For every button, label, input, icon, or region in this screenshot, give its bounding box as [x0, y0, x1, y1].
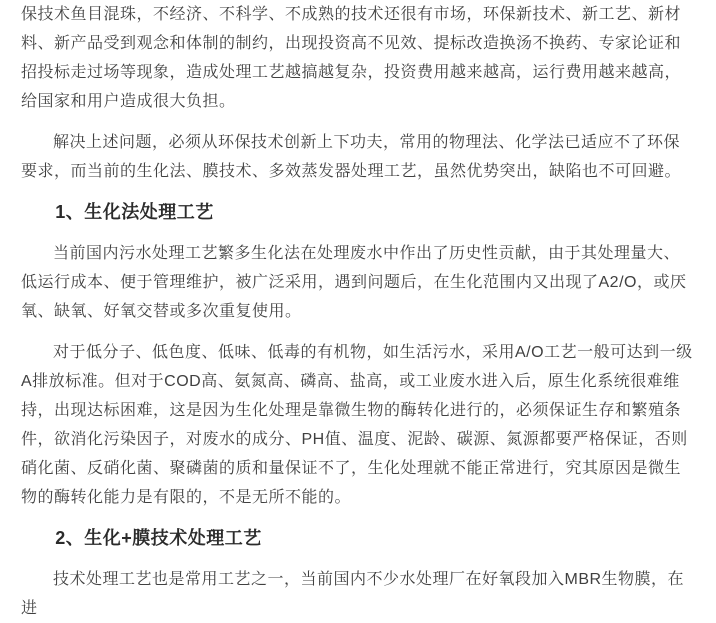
paragraph: 保技术鱼目混珠，不经济、不科学、不成熟的技术还很有市场，环保新技术、新工艺、新材料、新产品受到观念和体制的制约，出现投资高不见效、提标改造换汤不换药、专家论证和招投标走过场等现象，造成处理工艺越搞越复杂，投资费用越来越高，运行费用越来越高，给国家和用户造成很大负担。: [21, 6, 682, 110]
paragraph: 对于低分子、低色度、低味、低毒的有机物，如生活污水，采用A/O工艺一般可达到一级A排放标准。但对于COD高、氨氮高、磷高、盐高，或工业废水进入后，原生化系统很难维持，出现达标困难，这是因为生化处理是靠微生物的酶转化进行的，必须保证生存和繁殖条件，欲消化污染因子，对废水的成分、PH值、温度、泥龄、碳源、氮源都要严格保证，否则硝化菌、反硝化菌、聚磷菌的质和量保证不了，生化处理就不能正常进行，究其原因是微生物的酶转化能力是有限的，不是无所不能的。: [21, 344, 693, 506]
paragraph: 解决上述问题，必须从环保技术创新上下功夫，常用的物理法、化学法已适应不了环保要求，而当前的生化法、膜技术、多效蒸发器处理工艺，虽然优势突出，缺陷也不可回避。: [21, 134, 682, 180]
section-heading: 1、生化法处理工艺: [55, 202, 214, 222]
section-heading: 2、生化+膜技术处理工艺: [55, 528, 262, 548]
paragraph: 当前国内污水处理工艺繁多生化法在处理废水中作出了历史性贡献，由于其处理量大、低运行成本、便于管理维护，被广泛采用，遇到问题后，在生化范围内又出现了A2/O，或厌氧、缺氧、好氧交替或多次重复使用。: [21, 245, 687, 320]
paragraph: 技术处理工艺也是常用工艺之一，当前国内不少水处理厂在好氧段加入MBR生物膜，在进: [21, 571, 685, 617]
